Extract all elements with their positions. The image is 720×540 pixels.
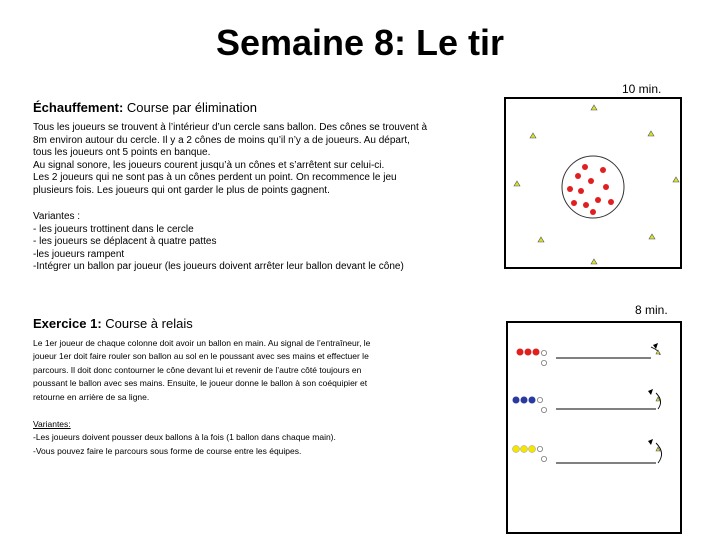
ball: [541, 407, 546, 412]
cones-group: [514, 105, 679, 264]
page-title: Semaine 8: Le tir: [215, 22, 505, 63]
variants-title: Variantes:: [33, 419, 71, 429]
variant-item: -Vous pouvez faire le parcours sous forme de course entre les équipes.: [33, 445, 302, 456]
text-line: Les 2 joueurs qui ne sont pas à un cônes perdent un point. On recommence le jeu: [33, 172, 397, 183]
exercise1-heading: [33, 316, 193, 331]
warmup-paragraph: [33, 122, 473, 197]
player: [567, 186, 573, 192]
player: [517, 349, 524, 356]
player: [588, 178, 594, 184]
player: [533, 349, 540, 356]
warmup-variants: [33, 211, 473, 274]
player: [575, 173, 581, 179]
exercise1-duration: 8 min.: [635, 303, 668, 317]
cone: [514, 181, 520, 186]
text-line: poussant le ballon avec ses mains. Ensuite, le joueur donne le ballon à son coéquipier et: [33, 378, 368, 389]
text-line: retourne en arrière de sa ligne.: [33, 391, 150, 402]
player: [525, 349, 532, 356]
variant-item: -Intégrer un ballon par joueur (les joueurs doivent arrêter leur ballon devant le cône): [33, 261, 404, 272]
cone: [530, 133, 536, 138]
warmup-duration: 10 min.: [622, 82, 662, 96]
cone: [591, 105, 597, 110]
player: [513, 397, 520, 404]
exercise1-heading-bold: Exercice 1:: [33, 316, 102, 331]
text-line: tous les joueurs ont 5 points en banque.: [33, 147, 211, 158]
cone: [649, 234, 655, 239]
text-line: Tous les joueurs se trouvent à l’intérieur d’un cercle sans ballon. Des cônes se trouvent à: [33, 122, 428, 133]
warmup-diagram-svg: [506, 99, 680, 267]
exercise1-heading-rest: Course à relais: [101, 316, 193, 331]
player: [521, 446, 528, 453]
text-line: parcours. Il doit donc contourner le cône devant lui et revenir de l’autre côté toujours en: [33, 364, 362, 375]
exercise1-variants: [33, 418, 473, 458]
ball: [537, 397, 542, 402]
player: [583, 202, 589, 208]
player: [595, 197, 601, 203]
relay-diagram-svg: [508, 323, 680, 532]
player: [571, 200, 577, 206]
text-line: Le 1er joueur de chaque colonne doit avoir un ballon en main. Au signal de l’entraîneur, le: [33, 338, 371, 348]
ball: [537, 446, 542, 451]
ball: [541, 456, 546, 461]
cone: [648, 131, 654, 136]
player: [590, 209, 596, 215]
cone: [673, 177, 679, 182]
text-line: 8m environ autour du cercle. Il y a 2 cônes de moins qu’il n’y a de joueurs. Au départ,: [33, 134, 410, 146]
paths-group: [556, 347, 662, 463]
ball: [541, 360, 546, 365]
variant-item: -Les joueurs doivent pousser deux ballons à la fois (1 ballon dans chaque main).: [33, 432, 336, 443]
warmup-heading-rest: Course par élimination: [123, 100, 257, 115]
warmup-heading: [33, 100, 257, 115]
text-line: plusieurs fois. Les joueurs qui ont garder le plus de points gagnent.: [33, 184, 330, 196]
ball: [541, 350, 546, 355]
exercise1-paragraph: [33, 337, 473, 404]
warmup-diagram: [504, 97, 682, 269]
player: [529, 446, 536, 453]
variant-item: - les joueurs se déplacent à quatre pattes: [33, 236, 217, 247]
turn-arc: [656, 443, 662, 463]
warmup-heading-bold: Échauffement:: [33, 100, 124, 115]
player: [582, 164, 588, 170]
text-line: joueur 1er doit faire rouler son ballon au sol en le poussant avec ses mains et effectuer le: [33, 351, 369, 362]
team-blue: [513, 397, 547, 413]
text-line: Au signal sonore, les joueurs courent jusqu’à un cônes et s’arrêtent sur celui-ci.: [33, 159, 385, 171]
player: [529, 397, 536, 404]
variant-item: - les joueurs trottinent dans le cercle: [33, 223, 194, 235]
variant-item: -les joueurs rampent: [33, 248, 125, 260]
team-yellow: [513, 446, 547, 462]
variants-title: Variantes :: [33, 211, 81, 222]
arrow-head: [648, 439, 653, 445]
arrow-head: [648, 389, 653, 395]
player: [521, 397, 528, 404]
cone: [591, 259, 597, 264]
player: [600, 167, 606, 173]
player: [603, 184, 609, 190]
cone: [538, 237, 544, 242]
cones-group: [656, 350, 660, 451]
relay-diagram: [506, 321, 682, 534]
player: [578, 188, 584, 194]
team-red: [517, 349, 547, 366]
player: [608, 199, 614, 205]
players-group: [567, 164, 614, 215]
player: [513, 446, 520, 453]
